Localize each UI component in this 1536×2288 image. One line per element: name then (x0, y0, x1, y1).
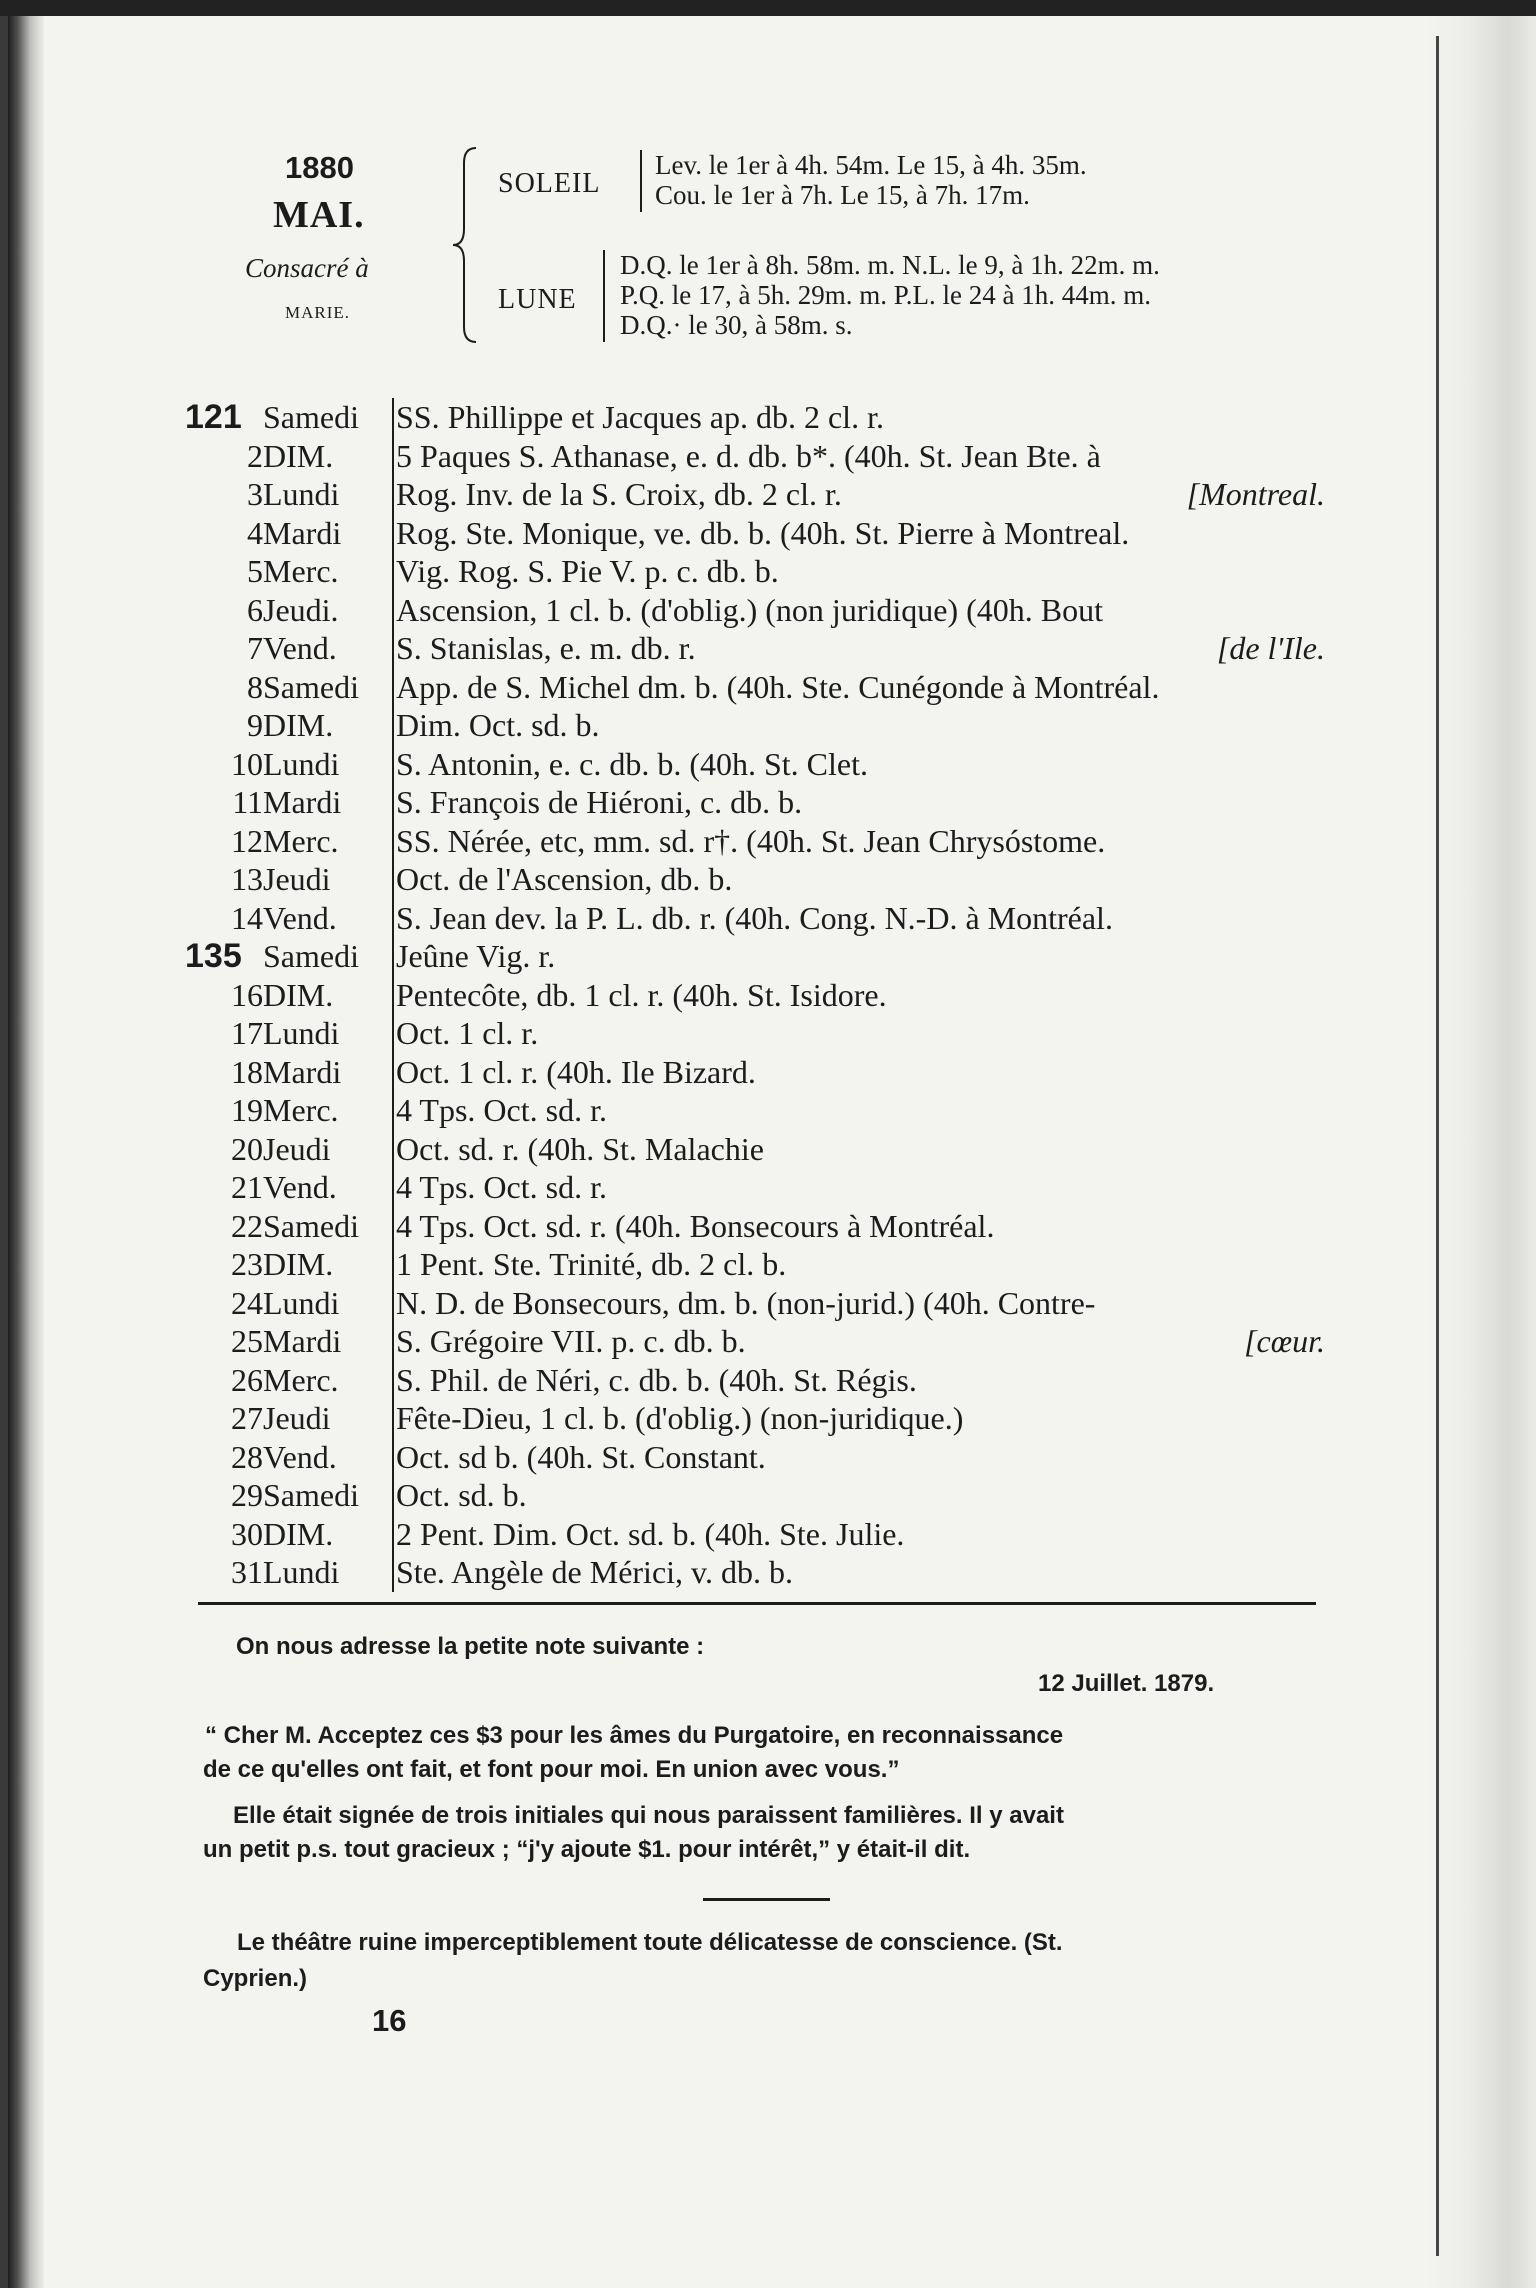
day-number: 28 (231, 1438, 263, 1475)
calendar-row (185, 706, 1325, 745)
column-divider (392, 1053, 394, 1092)
day-description: 1 Pent. Ste. Trinité, db. 2 cl. b. (396, 1246, 787, 1282)
calendar-row (185, 899, 1325, 938)
column-divider (392, 1091, 394, 1130)
day-number: 12 (231, 822, 263, 859)
weekday: Samedi (263, 1207, 359, 1244)
day-description: S. François de Hiéroni, c. db. b. (396, 784, 803, 820)
calendar-row (185, 437, 1325, 476)
day-number: 5 (247, 553, 263, 589)
weekday: Lundi (263, 1015, 340, 1051)
calendar-row (185, 1053, 1325, 1092)
day-number: 20 (231, 1130, 263, 1167)
calendar-row (185, 475, 1325, 514)
lune-line: D.Q.· le 30, à 58m. s. (620, 310, 853, 340)
weekday: DIM. (263, 707, 334, 743)
column-divider (392, 1207, 394, 1246)
calendar-row (185, 668, 1325, 707)
calendar-row (185, 745, 1325, 784)
calendar-row (185, 1207, 1325, 1246)
day-description: Oct. sd. r. (40h. St. Malachie (396, 1130, 764, 1167)
column-divider (392, 668, 394, 707)
day-number: 14 (231, 899, 263, 936)
book-binding (8, 16, 44, 2288)
day-number: 29 (231, 1477, 263, 1513)
calendar-row (185, 1476, 1325, 1515)
continuation-text: [cœur. (1244, 1323, 1325, 1359)
soleil-line: Lev. le 1er à 4h. 54m. Le 15, à 4h. 35m. (655, 150, 1087, 180)
lune-line: D.Q. le 1er à 8h. 58m. m. N.L. le 9, à 1h. 22m. m. (620, 250, 1160, 280)
weekday: Lundi (263, 1284, 340, 1321)
day-description: Fête-Dieu, 1 cl. b. (d'oblig.) (non-juridique.) (396, 1400, 964, 1436)
day-number: 23 (231, 1246, 263, 1282)
note-letter-line: “ Cher M. Acceptez ces $3 pour les âmes du Purgatoire, en reconnaissance (205, 1722, 1064, 1749)
weekday: Merc. (263, 822, 339, 859)
calendar-row (185, 1322, 1325, 1361)
day-description: S. Stanislas, e. m. db. r. (396, 630, 696, 666)
weekday: Vend. (263, 1169, 337, 1205)
calendar-rule (198, 1602, 1316, 1605)
soleil-label: SOLEIL (498, 168, 601, 199)
column-divider (392, 745, 394, 784)
calendar-row (185, 1168, 1325, 1207)
weekday: Samedi (263, 399, 359, 435)
day-number: 18 (231, 1053, 263, 1090)
column-divider (392, 1245, 394, 1284)
weekday: Samedi (263, 668, 359, 705)
column-divider (392, 822, 394, 861)
day-description: Ste. Angèle de Mérici, v. db. b. (396, 1554, 793, 1590)
column-divider (392, 475, 394, 514)
weekday: DIM. (263, 437, 334, 474)
calendar-row (185, 1399, 1325, 1438)
day-number: 8 (247, 668, 263, 705)
weekday: Vend. (263, 630, 337, 666)
weekday: Lundi (263, 1554, 340, 1590)
scan-top-edge (0, 0, 1536, 16)
lune-label: LUNE (498, 284, 577, 315)
column-divider (392, 437, 394, 476)
column-divider (392, 514, 394, 553)
calendar-row (185, 514, 1325, 553)
weekday: Mardi (263, 784, 342, 820)
day-number: 9 (247, 707, 263, 743)
column-divider (392, 1284, 394, 1323)
day-number: 13 (231, 861, 263, 897)
day-description: Oct. 1 cl. r. (396, 1015, 539, 1051)
weekday: Merc. (263, 1092, 339, 1128)
column-divider (392, 1014, 394, 1053)
column-divider (392, 706, 394, 745)
calendar-row (185, 398, 1325, 437)
weekday: Lundi (263, 476, 340, 512)
soleil-divider (640, 150, 642, 212)
column-divider (392, 860, 394, 899)
calendar-row (185, 1515, 1325, 1554)
day-description: 4 Tps. Oct. sd. r. (396, 1169, 607, 1205)
column-divider (392, 1130, 394, 1169)
patron-label: MARIE. (285, 303, 351, 322)
day-description: Oct. sd b. (40h. St. Constant. (396, 1438, 766, 1475)
weekday: DIM. (263, 1515, 334, 1552)
month-title: MAI. (273, 194, 365, 236)
day-number: 3 (247, 476, 263, 512)
day-description: 5 Paques S. Athanase, e. d. db. b*. (40h. St. Jean Bte. à (396, 437, 1101, 474)
column-divider (392, 1476, 394, 1515)
day-number: 25 (231, 1323, 263, 1359)
weekday: Lundi (263, 745, 340, 782)
column-divider (392, 899, 394, 938)
calendar-row (185, 629, 1325, 668)
weekday: Vend. (263, 899, 337, 936)
day-number: 27 (231, 1400, 263, 1436)
weekday: Vend. (263, 1438, 337, 1475)
day-description: Rog. Inv. de la S. Croix, db. 2 cl. r. (396, 476, 842, 512)
calendar-row (185, 552, 1325, 591)
weekday: Mardi (263, 1323, 342, 1359)
section-rule (703, 1898, 830, 1901)
column-divider (392, 591, 394, 630)
column-divider (392, 1322, 394, 1361)
day-number: 24 (231, 1284, 263, 1321)
weekday: Samedi (263, 1477, 359, 1513)
day-number: 2 (247, 437, 263, 474)
day-number: 26 (231, 1361, 263, 1398)
day-description: Ascension, 1 cl. b. (d'oblig.) (non juridique) (40h. Bout (396, 591, 1103, 628)
calendar-row (185, 860, 1325, 899)
day-marker: 135 (185, 937, 242, 975)
calendar-row (185, 1245, 1325, 1284)
weekday: Jeudi (263, 861, 331, 897)
weekday: Samedi (263, 938, 359, 974)
note-comment-line: un petit p.s. tout gracieux ; “j'y ajoute $1. pour intérêt,” y était-il dit. (203, 1836, 971, 1863)
day-description: SS. Nérée, etc, mm. sd. r†. (40h. St. Jean Chrysóstome. (396, 822, 1106, 859)
day-description: S. Jean dev. la P. L. db. r. (40h. Cong. N.-D. à Montréal. (396, 899, 1113, 936)
day-number: 7 (247, 630, 263, 666)
year: 1880 (285, 150, 354, 185)
calendar-row (185, 1091, 1325, 1130)
calendar-row (185, 1130, 1325, 1169)
calendar-table (185, 398, 1325, 1592)
day-description: 4 Tps. Oct. sd. r. (396, 1092, 607, 1128)
day-description: N. D. de Bonsecours, dm. b. (non-jurid.) (40h. Contre- (396, 1284, 1096, 1321)
lune-divider (603, 250, 605, 342)
page-number: 16 (372, 2003, 407, 2038)
day-number: 6 (247, 591, 263, 628)
day-description: S. Antonin, e. c. db. b. (40h. St. Clet. (396, 745, 868, 782)
continuation-text: [Montreal. (1186, 476, 1325, 512)
column-divider (392, 1168, 394, 1207)
column-divider (392, 629, 394, 668)
day-number: 19 (231, 1092, 263, 1128)
day-description: Oct. de l'Ascension, db. b. (396, 861, 733, 897)
column-divider (392, 976, 394, 1015)
column-divider (392, 1553, 394, 1592)
column-divider (392, 1399, 394, 1438)
note-letter-line: de ce qu'elles ont fait, et font pour moi. En union avec vous.” (203, 1756, 900, 1783)
day-description: Vig. Rog. S. Pie V. p. c. db. b. (396, 553, 779, 589)
calendar-row (185, 822, 1325, 861)
quote-line: Le théâtre ruine imperceptiblement toute délicatesse de conscience. (St. (237, 1929, 1063, 1956)
lune-line: P.Q. le 17, à 5h. 29m. m. P.L. le 24 à 1h. 44m. m. (620, 280, 1151, 310)
day-description: 2 Pent. Dim. Oct. sd. b. (40h. Ste. Julie. (396, 1515, 905, 1552)
continuation-text: [de l'Ile. (1216, 630, 1325, 666)
day-number: 30 (231, 1515, 263, 1552)
consacre-label: Consacré à (245, 253, 369, 283)
quote-line: Cyprien.) (203, 1965, 308, 1992)
calendar-row (185, 1361, 1325, 1400)
day-number: 4 (247, 514, 263, 551)
day-description: Dim. Oct. sd. b. (396, 707, 600, 743)
day-description: SS. Phillippe et Jacques ap. db. 2 cl. r. (396, 399, 884, 435)
calendar-row (185, 783, 1325, 822)
calendar-row (185, 1438, 1325, 1477)
day-number: 31 (231, 1554, 263, 1590)
weekday: Mardi (263, 514, 342, 551)
page-edge (1428, 16, 1536, 2288)
calendar-row (185, 937, 1325, 976)
weekday: Jeudi (263, 1130, 331, 1167)
day-description: Oct. sd. b. (396, 1477, 527, 1513)
day-number: 22 (231, 1207, 263, 1244)
column-divider (392, 398, 394, 437)
column-divider (392, 1361, 394, 1400)
weekday: Jeudi (263, 1400, 331, 1436)
day-description: Oct. 1 cl. r. (40h. Ile Bizard. (396, 1053, 756, 1090)
column-divider (392, 783, 394, 822)
calendar-row (185, 1553, 1325, 1592)
column-divider (392, 1515, 394, 1554)
weekday: DIM. (263, 1246, 334, 1282)
day-description: App. de S. Michel dm. b. (40h. Ste. Cunégonde à Montréal. (396, 668, 1160, 705)
day-number: 10 (231, 745, 263, 782)
day-marker: 121 (185, 398, 242, 436)
weekday: DIM. (263, 976, 334, 1013)
day-description: S. Phil. de Néri, c. db. b. (40h. St. Régis. (396, 1361, 917, 1398)
page-edge-line (1436, 36, 1439, 2256)
column-divider (392, 937, 394, 976)
calendar-row (185, 1014, 1325, 1053)
day-description: S. Grégoire VII. p. c. db. b. (396, 1323, 746, 1359)
day-number: 11 (232, 784, 263, 820)
day-description: 4 Tps. Oct. sd. r. (40h. Bonsecours à Montréal. (396, 1207, 995, 1244)
column-divider (392, 1438, 394, 1477)
calendar-row (185, 976, 1325, 1015)
day-number: 17 (231, 1015, 263, 1051)
weekday: Mardi (263, 1053, 342, 1090)
calendar-row (185, 591, 1325, 630)
note-date: 12 Juillet. 1879. (1038, 1670, 1215, 1697)
left-brace (450, 145, 480, 345)
day-description: Rog. Ste. Monique, ve. db. b. (40h. St. Pierre à Montreal. (396, 514, 1130, 551)
weekday: Merc. (263, 553, 339, 589)
calendar-row (185, 1284, 1325, 1323)
day-description: Jeûne Vig. r. (396, 938, 556, 974)
column-divider (392, 552, 394, 591)
note-intro: On nous adresse la petite note suivante : (236, 1633, 705, 1660)
day-description: Pentecôte, db. 1 cl. r. (40h. St. Isidore. (396, 976, 887, 1013)
note-comment-line: Elle était signée de trois initiales qui nous paraissent familières. Il y avait (233, 1802, 1064, 1829)
soleil-line: Cou. le 1er à 7h. Le 15, à 7h. 17m. (655, 180, 1030, 210)
weekday: Jeudi. (263, 591, 339, 628)
day-number: 21 (231, 1169, 263, 1205)
day-number: 16 (231, 976, 263, 1013)
weekday: Merc. (263, 1361, 339, 1398)
